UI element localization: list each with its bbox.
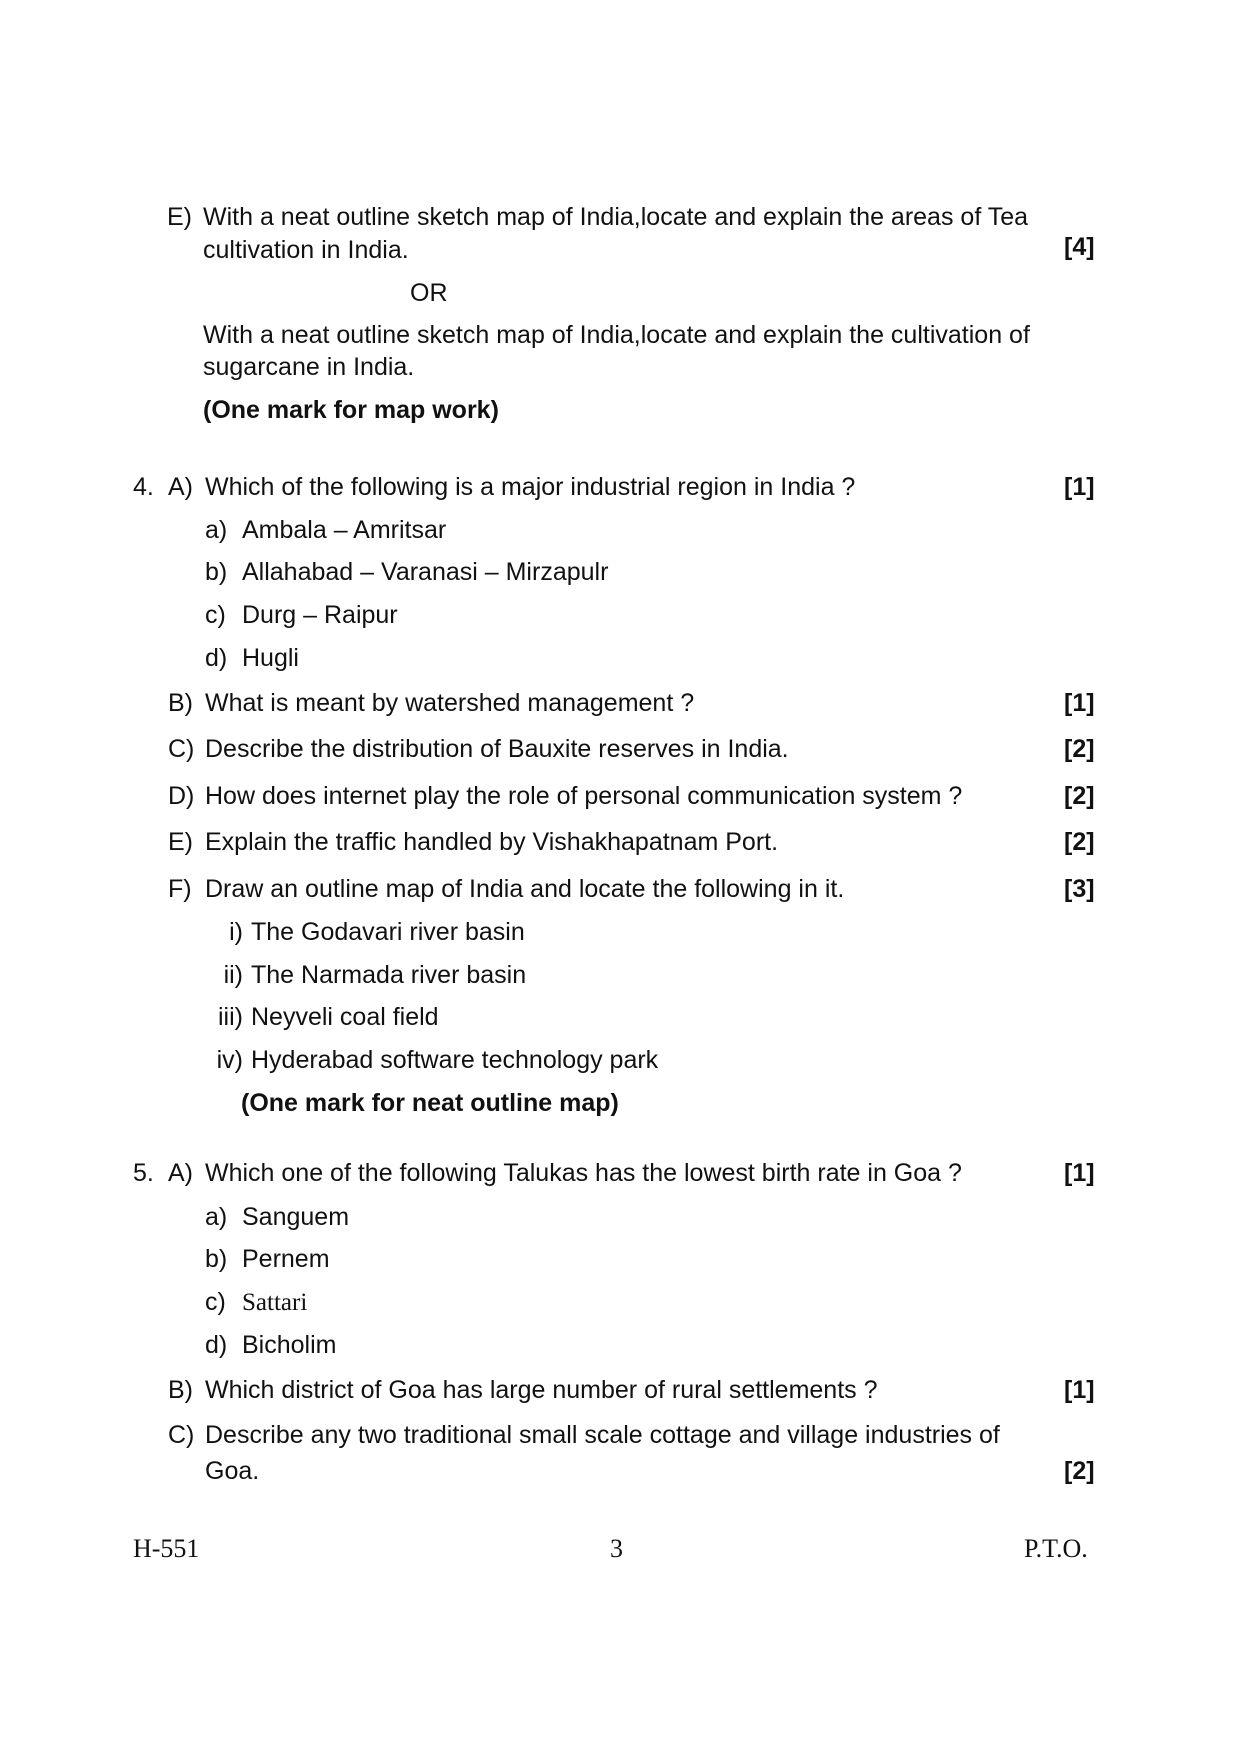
q4f-item xyxy=(205,1045,658,1075)
option-label: d) xyxy=(205,1331,228,1359)
option-text: Sattari xyxy=(242,1289,308,1316)
q5a-text: Which one of the following Talukas has the lowest birth rate in Goa ? xyxy=(205,1159,962,1187)
footer-page-number: 3 xyxy=(610,1534,623,1563)
q3e-text-line1: With a neat outline sketch map of India,locate and explain the areas of Tea xyxy=(203,203,1029,231)
q5b-label: B) xyxy=(168,1376,193,1404)
option-text: Pernem xyxy=(242,1245,330,1273)
q4a-option xyxy=(205,557,608,587)
option-label: d) xyxy=(205,644,228,672)
q5a-label: A) xyxy=(168,1159,193,1187)
q5a-option xyxy=(205,1330,336,1360)
q4c-marks: [2] xyxy=(1064,735,1095,763)
q3e-note: (One mark for map work) xyxy=(203,396,499,424)
q5a-marks: [1] xyxy=(1064,1159,1095,1187)
q5a-option xyxy=(205,1244,330,1274)
q4a-option xyxy=(205,515,446,545)
item-label: i) xyxy=(229,918,243,946)
q5c-text-line1: Describe any two traditional small scale cottage and village industries of xyxy=(205,1421,1000,1449)
q3e-or: OR xyxy=(410,279,448,307)
q4d-label: D) xyxy=(168,782,195,810)
item-text: Hyderabad software technology park xyxy=(251,1046,659,1074)
q4e-text: Explain the traffic handled by Vishakhapatnam Port. xyxy=(205,828,779,856)
q4a-text: Which of the following is a major industrial region in India ? xyxy=(205,473,856,501)
q4a-label: A) xyxy=(168,473,193,501)
option-label: a) xyxy=(205,516,228,544)
option-text: Durg – Raipur xyxy=(242,601,398,629)
item-label: iv) xyxy=(216,1046,243,1074)
q4f-item xyxy=(205,960,526,990)
option-text: Hugli xyxy=(242,644,299,672)
option-label: b) xyxy=(205,1245,228,1273)
q5a-option xyxy=(205,1202,349,1232)
q4a-option xyxy=(205,643,299,673)
q4f-item xyxy=(205,1002,439,1032)
footer-code: H-551 xyxy=(133,1534,200,1563)
q5b-text: Which district of Goa has large number of rural settlements ? xyxy=(205,1376,878,1404)
item-text: Neyveli coal field xyxy=(251,1003,439,1031)
q5c-marks: [2] xyxy=(1064,1457,1095,1485)
item-text: The Narmada river basin xyxy=(251,961,527,989)
q4e-label: E) xyxy=(168,828,193,856)
q4a-marks: [1] xyxy=(1064,473,1095,501)
q4c-text: Describe the distribution of Bauxite reserves in India. xyxy=(205,735,789,763)
q4d-marks: [2] xyxy=(1064,782,1095,810)
q5a-option xyxy=(205,1287,307,1318)
q4f-note: (One mark for neat outline map) xyxy=(241,1089,619,1117)
option-label: c) xyxy=(205,601,226,629)
option-text: Bicholim xyxy=(242,1331,337,1359)
q4d-text: How does internet play the role of personal communication system ? xyxy=(205,782,963,810)
q4f-label: F) xyxy=(168,875,192,903)
item-label: ii) xyxy=(223,961,243,989)
q4f-marks: [3] xyxy=(1064,875,1095,903)
q3e-label: E) xyxy=(167,203,192,231)
q3e-text-line2: cultivation in India. xyxy=(203,236,409,264)
q5b-marks: [1] xyxy=(1064,1376,1095,1404)
q5-number: 5. xyxy=(133,1159,154,1187)
item-label: iii) xyxy=(218,1003,243,1031)
q4f-item xyxy=(205,917,525,947)
q4-number: 4. xyxy=(133,473,154,501)
q4f-text: Draw an outline map of India and locate the following in it. xyxy=(205,875,845,903)
footer-pto: P.T.O. xyxy=(1024,1534,1088,1563)
q3e-alt-line1: With a neat outline sketch map of India,locate and explain the cultivation of xyxy=(203,321,1030,349)
item-text: The Godavari river basin xyxy=(251,918,525,946)
q4b-text: What is meant by watershed management ? xyxy=(205,689,695,717)
q4a-option xyxy=(205,600,398,630)
q4b-label: B) xyxy=(168,689,193,717)
option-text: Ambala – Amritsar xyxy=(242,516,447,544)
q4b-marks: [1] xyxy=(1064,689,1095,717)
option-text: Allahabad – Varanasi – Mirzapulr xyxy=(242,558,609,586)
option-label: a) xyxy=(205,1203,228,1231)
q5c-text-line2: Goa. xyxy=(205,1457,260,1485)
option-label: c) xyxy=(205,1288,226,1316)
q4c-label: C) xyxy=(168,735,195,763)
option-label: b) xyxy=(205,558,228,586)
option-text: Sanguem xyxy=(242,1203,350,1231)
q3e-marks: [4] xyxy=(1064,233,1095,261)
q4e-marks: [2] xyxy=(1064,828,1095,856)
q5c-label: C) xyxy=(168,1421,195,1449)
q3e-alt-line2: sugarcane in India. xyxy=(203,353,415,381)
